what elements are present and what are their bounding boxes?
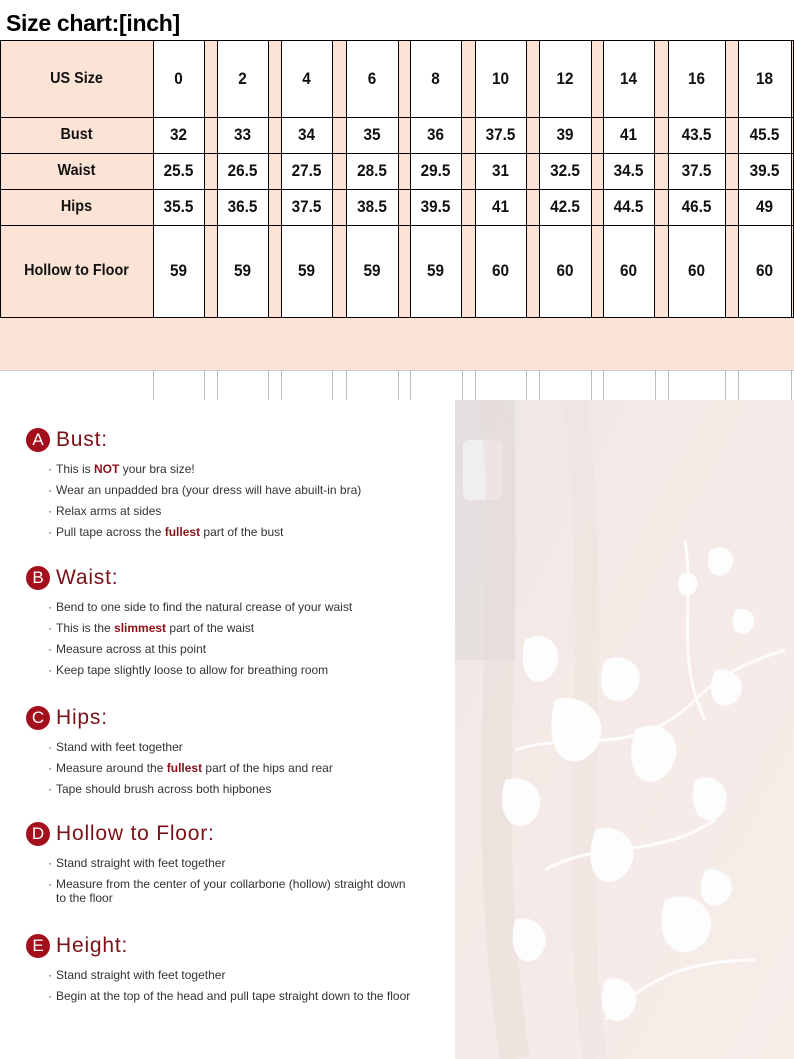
table-cell: 59 [233, 261, 252, 280]
table-grid-line [217, 40, 218, 317]
table-cell: 60 [687, 261, 706, 280]
bullet-list [26, 462, 416, 539]
table-grid-line [0, 370, 794, 371]
bullet-item [48, 621, 416, 635]
table-cell: 38.5 [357, 197, 387, 216]
bullet-dot: · [48, 782, 52, 796]
table-grid-line [654, 40, 655, 317]
bullet-text: Pull tape across the [56, 525, 165, 539]
size-header-cell: 10 [491, 68, 510, 88]
row-label: Bust [60, 126, 93, 143]
table-grid-line [668, 370, 669, 400]
table-grid-line [153, 370, 154, 400]
lace-fabric-photo [455, 400, 794, 1059]
table-cell: 60 [755, 261, 774, 280]
bullet-dot: · [48, 877, 52, 891]
bullet-text: This is the [56, 621, 115, 635]
bullet-item [48, 740, 416, 754]
bullet-item [48, 761, 416, 775]
table-grid-line [204, 370, 205, 400]
bullet-text: Wear an unpadded bra (your dress will have abuilt-in bra) [56, 483, 362, 497]
size-header-cell: 18 [755, 68, 774, 88]
section-heading: Height: [56, 934, 129, 957]
row-label: Hips [60, 198, 93, 215]
bullet-text: Measure across at this point [56, 642, 207, 656]
bullet-dot: · [48, 642, 52, 656]
table-grid-line [539, 40, 540, 317]
table-cell: 59 [426, 261, 445, 280]
bullet-text: your bra size! [119, 462, 195, 476]
table-cell: 42.5 [550, 197, 580, 216]
bullet-item [48, 663, 416, 677]
bullet-text: part of the waist [166, 621, 255, 635]
bullet-dot: · [48, 856, 52, 870]
bullet-emphasis: fullest [164, 525, 201, 539]
table-cell: 37.5 [681, 161, 712, 180]
bullet-dot: · [48, 968, 52, 982]
table-grid-line [725, 370, 726, 400]
guide-section-bust [26, 428, 416, 546]
size-header-cell: 0 [174, 68, 183, 88]
section-letter-badge: E [26, 934, 50, 958]
table-cell: 37.5 [291, 197, 322, 216]
bullet-dot: · [48, 740, 52, 754]
size-header-cell: 14 [619, 68, 638, 88]
table-grid-line [603, 40, 604, 317]
table-grid-line [0, 40, 1, 317]
bullet-list [26, 740, 416, 796]
table-cell: 28.5 [357, 161, 387, 180]
measurement-guide [0, 400, 455, 1059]
bullet-text: Measure around the [56, 761, 167, 775]
table-grid-line [332, 40, 333, 317]
section-letter-badge: D [26, 822, 50, 846]
table-cell: 32 [169, 125, 188, 144]
table-grid-line [738, 370, 739, 400]
section-letter-badge: C [26, 706, 50, 730]
table-grid-line [475, 40, 476, 317]
table-grid-line [410, 370, 411, 400]
bullet-item [48, 525, 416, 539]
size-header-cell: 8 [431, 68, 440, 88]
table-grid-line [791, 40, 792, 317]
bullet-emphasis: fullest [166, 761, 203, 775]
bullet-dot: · [48, 989, 52, 1003]
table-cell: 36.5 [227, 197, 258, 216]
table-grid-line [410, 40, 411, 317]
bullet-dot: · [48, 621, 52, 635]
row-label: Waist [57, 162, 96, 179]
table-cell: 33 [233, 125, 252, 144]
bullet-item [48, 642, 416, 656]
bullet-emphasis: NOT [94, 462, 120, 476]
table-grid-line [526, 370, 527, 400]
table-cell: 44.5 [613, 197, 644, 216]
table-grid-line [268, 370, 269, 400]
table-cell: 41 [619, 125, 638, 144]
table-cell: 35.5 [163, 197, 194, 216]
bullet-dot: · [48, 663, 52, 677]
bullet-text: Stand straight with feet together [56, 856, 226, 870]
table-grid-line [346, 370, 347, 400]
bullet-item [48, 504, 416, 518]
table-grid-line [281, 370, 282, 400]
size-header-cell: 2 [238, 68, 247, 88]
table-grid-line [204, 40, 205, 317]
bullet-dot: · [48, 525, 52, 539]
table-cell: 27.5 [291, 161, 322, 180]
bullet-list [26, 968, 416, 1003]
table-grid-line [791, 370, 792, 400]
table-cell: 36 [426, 125, 445, 144]
table-grid-line [526, 40, 527, 317]
table-grid-line [281, 40, 282, 317]
bullet-dot: · [48, 483, 52, 497]
table-cell: 49 [755, 197, 774, 216]
table-grid-line [591, 370, 592, 400]
table-cell: 59 [169, 261, 188, 280]
bullet-text: Stand with feet together [56, 740, 183, 754]
table-cell: 41 [491, 197, 510, 216]
bullet-text: Stand straight with feet together [56, 968, 226, 982]
size-header-cell: 16 [687, 68, 706, 88]
table-grid-line [153, 40, 154, 317]
bullet-item [48, 989, 416, 1003]
table-cell: 39.5 [749, 161, 780, 180]
table-cell: 37.5 [485, 125, 516, 144]
bullet-dot: · [48, 761, 52, 775]
table-grid-line [332, 370, 333, 400]
section-letter-badge: A [26, 428, 50, 452]
guide-section-height [26, 934, 416, 1010]
table-cell: 29.5 [420, 161, 451, 180]
bullet-text: part of the hips and rear [202, 761, 333, 775]
table-grid-line [346, 40, 347, 317]
bullet-item [48, 877, 416, 905]
section-heading: Waist: [56, 566, 119, 589]
table-cell: 45.5 [749, 125, 780, 144]
bullet-emphasis: slimmest [114, 621, 167, 635]
table-cell: 31 [491, 161, 510, 180]
table-cell: 39 [556, 125, 574, 144]
bullet-list [26, 600, 416, 677]
size-chart-title: Size chart:[inch] [6, 10, 180, 36]
bullet-dot: · [48, 504, 52, 518]
table-grid-line [268, 40, 269, 317]
table-cell: 43.5 [681, 125, 712, 144]
table-cell: 26.5 [227, 161, 258, 180]
table-grid-line [462, 370, 463, 400]
section-letter-badge: B [26, 566, 50, 590]
bullet-text: Measure from the center of your collarbone (hollow) straight down to the floor [56, 877, 406, 905]
bullet-text: Begin at the top of the head and pull tape straight down to the floor [56, 989, 411, 1003]
section-heading: Hollow to Floor: [56, 822, 215, 845]
size-header-cell: 4 [302, 68, 311, 88]
table-grid-line [0, 317, 794, 318]
table-grid-line [655, 370, 656, 400]
table-grid-line [591, 40, 592, 317]
guide-section-hips [26, 706, 416, 803]
row-label: Hollow to Floor [24, 262, 129, 279]
bullet-text: Bend to one side to find the natural crease of your waist [56, 600, 353, 614]
bullet-dot: · [48, 462, 52, 476]
bullet-text: This is [56, 462, 95, 476]
table-cell: 60 [619, 261, 638, 280]
table-cell: 59 [297, 261, 316, 280]
bullet-text: Relax arms at sides [56, 504, 162, 518]
guide-section-waist [26, 566, 416, 684]
bullet-item [48, 856, 416, 870]
table-cell: 60 [556, 261, 574, 280]
table-grid-line [461, 40, 462, 317]
table-cell: 59 [363, 261, 381, 280]
table-cell: 34 [297, 125, 316, 144]
bullet-list [26, 856, 416, 905]
table-cell: 25.5 [163, 161, 194, 180]
bullet-item [48, 483, 416, 497]
size-header-cell: 12 [556, 68, 574, 88]
lace-fabric-image [455, 400, 794, 1059]
table-cell: 34.5 [613, 161, 644, 180]
bullet-text: Keep tape slightly loose to allow for breathing room [56, 663, 329, 677]
bullet-dot: · [48, 600, 52, 614]
bullet-item [48, 968, 416, 982]
bullet-text: part of the bust [200, 525, 284, 539]
table-grid-line [398, 40, 399, 317]
table-cell: 60 [491, 261, 510, 280]
table-grid-line [738, 40, 739, 317]
size-header-cell: 6 [367, 68, 377, 88]
table-cell: 39.5 [420, 197, 451, 216]
table-cell: 32.5 [550, 161, 580, 180]
bullet-item [48, 600, 416, 614]
table-grid-line [217, 370, 218, 400]
table-cell: 35 [363, 125, 381, 144]
size-chart-table [0, 40, 794, 400]
table-grid-line [475, 370, 476, 400]
guide-section-hollowtofloor [26, 822, 416, 912]
bullet-item [48, 462, 416, 476]
table-grid-line [398, 370, 399, 400]
table-cell: 46.5 [681, 197, 712, 216]
table-grid-line [725, 40, 726, 317]
bullet-item [48, 782, 416, 796]
table-grid-line [603, 370, 604, 400]
table-grid-line [668, 40, 669, 317]
section-heading: Hips: [56, 706, 108, 729]
section-heading: Bust: [56, 428, 108, 451]
header-label: US Size [50, 69, 103, 87]
table-grid-line [539, 370, 540, 400]
bullet-text: Tape should brush across both hipbones [56, 782, 272, 796]
